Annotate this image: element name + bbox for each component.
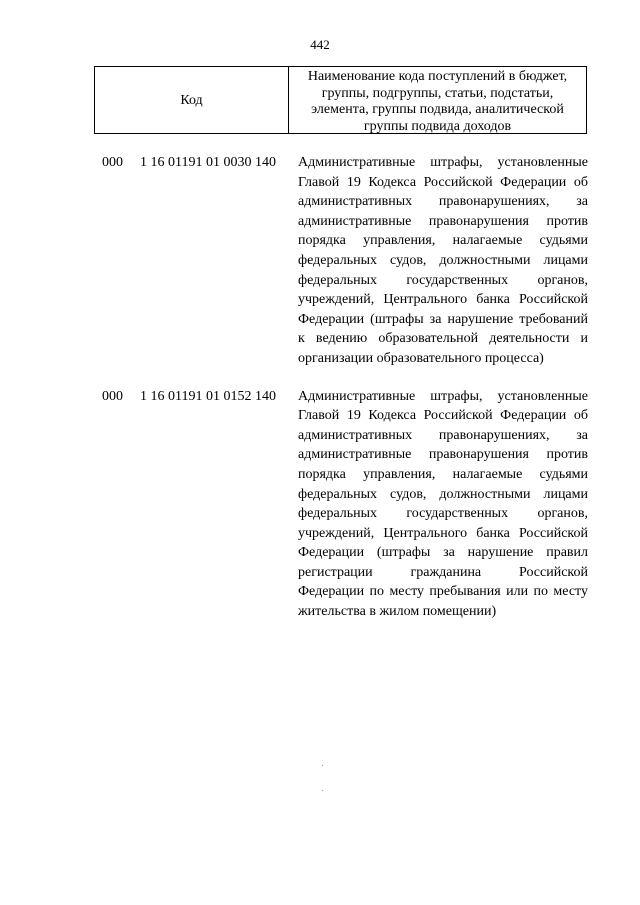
entry-row <box>94 153 588 369</box>
entry-description-line: Административные штрафы, установленные <box>298 155 588 170</box>
page-number: 442 <box>310 37 330 52</box>
entry-description-line: учреждений, Центрального банка Российской <box>298 525 588 541</box>
entry-description-line: административные правонарушения против <box>298 213 588 229</box>
entry-row <box>94 387 588 622</box>
scan-speck <box>322 790 323 791</box>
header-name-line: элемента, группы подвида, аналитической <box>311 102 564 117</box>
entry-description-line: организации образовательного процесса) <box>298 350 544 366</box>
entry-description-line: порядка управления, налагаемые судьями <box>298 233 588 249</box>
header-name-cell <box>289 67 586 133</box>
table-header <box>94 66 587 134</box>
entry-admin-code: 000 <box>102 155 123 170</box>
entry-revenue-code: 1 16 01191 01 0030 140 <box>140 155 276 170</box>
entry-description-line: Федерации (штрафы за нарушение требований <box>298 311 588 327</box>
entry-description-line: к ведению образовательной деятельности и <box>298 331 588 347</box>
entry-description-line: административных правонарушениях, за <box>298 194 588 210</box>
header-code-cell: Код <box>95 67 289 133</box>
entry-revenue-code: 1 16 01191 01 0152 140 <box>140 388 276 404</box>
entry-description-line: Административные штрафы, установленные <box>298 388 588 404</box>
header-name-line: Наименование кода поступлений в бюджет, <box>307 69 568 84</box>
entry-description-line: жительства в жилом помещении) <box>298 604 497 620</box>
entry-description-line: учреждений, Центрального банка Российской <box>298 292 588 308</box>
entry-description-line: федеральных судов, должностными лицами <box>298 486 588 502</box>
entry-description-line: Федерации по месту пребывания или по месту <box>298 584 588 600</box>
entry-description-line: федеральных судов, должностными лицами <box>298 252 588 268</box>
entry-description-line: федеральных государственных органов, <box>298 272 588 288</box>
entry-description-line: Федерации (штрафы за нарушение правил <box>298 545 588 561</box>
scan-speck <box>322 765 323 766</box>
entry-description <box>298 387 588 622</box>
entry-description-line: административных правонарушениях, за <box>298 427 588 443</box>
entry-description-line: Главой 19 Кодекса Российской Федерации об <box>298 408 588 424</box>
entry-description-line: федеральных государственных органов, <box>298 506 588 522</box>
header-name-line: группы, подгруппы, статьи, подстатьи, <box>321 85 554 101</box>
entry-description-line: порядка управления, налагаемые судьями <box>298 466 588 482</box>
entry-admin-code: 000 <box>102 388 123 404</box>
entry-description-line: регистрации гражданина Российской <box>298 564 588 580</box>
entry-description-line: Главой 19 Кодекса Российской Федерации об <box>298 174 588 190</box>
entry-description <box>298 153 588 369</box>
entry-description-line: административные правонарушения против <box>298 447 588 463</box>
header-name-line: группы подвида доходов <box>363 118 512 134</box>
entries-list <box>94 153 588 640</box>
